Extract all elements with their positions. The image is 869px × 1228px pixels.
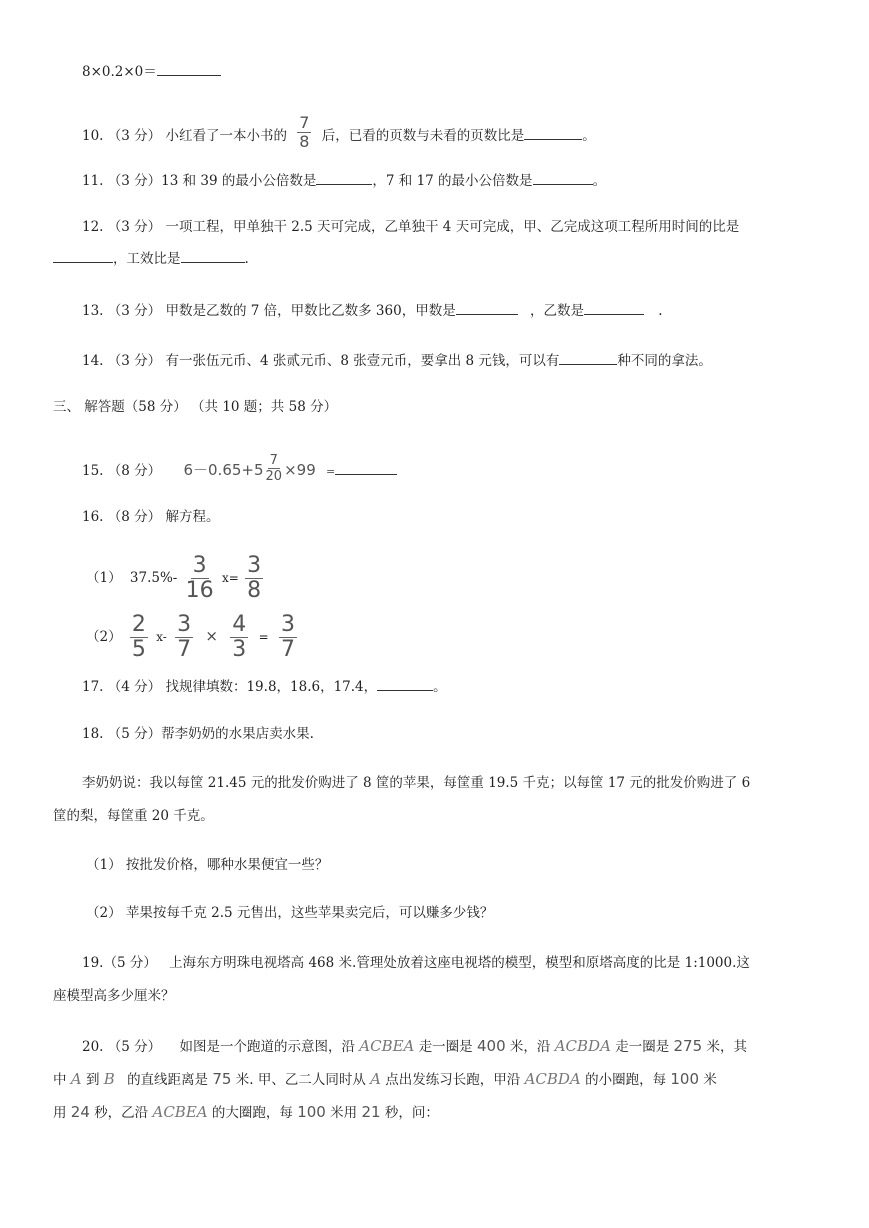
- question-text: 找规律填数：19.8，18.6，17.4，: [165, 679, 378, 695]
- question-number: 12.: [82, 219, 104, 235]
- question-text: 走一圈是: [615, 1039, 670, 1055]
- question-text: 用: [53, 1105, 67, 1121]
- question-number: 19.: [82, 955, 104, 971]
- question-number: 15.: [82, 463, 104, 479]
- question-text: 后，已看的页数与未看的页数比是: [321, 128, 525, 144]
- question-text: 小红看了一本小书的: [165, 128, 287, 144]
- punctuation: .: [658, 303, 663, 319]
- question-18-paragraph: [82, 773, 750, 793]
- math-expression: 6－0.65+5: [183, 461, 264, 479]
- question-score: （3 分）: [107, 219, 162, 235]
- question-12: [82, 217, 739, 237]
- question-text: 解方程。: [165, 509, 220, 525]
- fraction-3-7: $\frac{3}{7}$: [177, 612, 192, 662]
- question-19: [82, 953, 750, 973]
- question-text: 筐的梨，每筐重 20 千克。: [53, 808, 214, 824]
- question-score: （5 分）: [107, 1039, 162, 1055]
- question-text: 甲数是乙数的 7 倍，甲数比乙数多 360，甲数是: [165, 303, 456, 319]
- part-label: （2）: [86, 629, 122, 645]
- question-text: 上海东方明珠电视塔高 468 米.管理处放着这座电视塔的模型，模型和原塔高度的比是 1:1000.这: [169, 955, 750, 971]
- answer-blank[interactable]: [377, 676, 433, 691]
- fraction-7-8: $\frac{7}{8}$: [299, 113, 310, 151]
- math-number: 100: [297, 1103, 326, 1121]
- answer-blank[interactable]: [559, 350, 617, 365]
- question-text: 点出发练习长跑，甲沿: [385, 1072, 521, 1088]
- question-text: 米: [703, 1072, 717, 1088]
- question-text: 米，沿: [509, 1039, 551, 1055]
- part-label: （1）: [86, 570, 122, 586]
- q9-expression: 8×0.2×0＝: [82, 64, 157, 80]
- question-number: 16.: [82, 509, 104, 525]
- fraction-4-3: $\frac{4}{3}$: [232, 612, 247, 662]
- question-text: 种不同的拿法。: [617, 353, 712, 369]
- question-score: （8 分）: [107, 509, 162, 525]
- sub-question: （1） 按批发价格，哪种水果便宜一些？: [86, 857, 329, 873]
- question-text: 如图是一个跑道的示意图，沿: [179, 1039, 355, 1055]
- answer-blank[interactable]: [584, 300, 644, 315]
- math-symbol: A: [370, 1070, 381, 1088]
- question-score: （8 分）: [107, 463, 162, 479]
- question-text: ，7 和 17 的最小公倍数是: [372, 173, 533, 189]
- variable-x: x-: [156, 630, 167, 644]
- question-text: 秒，乙沿: [94, 1105, 149, 1121]
- question-18: [82, 724, 314, 744]
- q9-tail: [82, 61, 221, 82]
- punctuation: 。: [582, 128, 596, 144]
- question-text: 的大圈跑，每: [211, 1105, 293, 1121]
- answer-blank[interactable]: [157, 61, 221, 76]
- sub-question: （2） 苹果按每千克 2.5 元售出，这些苹果卖完后，可以赚多少钱？: [86, 905, 494, 921]
- punctuation: .: [244, 251, 249, 267]
- math-symbol: ACBEA: [152, 1103, 208, 1121]
- math-number: 400: [476, 1037, 506, 1055]
- question-20-line2: [53, 1069, 717, 1090]
- question-11: [82, 170, 606, 191]
- question-text: 到: [85, 1072, 100, 1088]
- question-score: （5 分）: [103, 955, 157, 971]
- question-text: 走一圈是: [418, 1039, 473, 1055]
- math-expression: ×99: [284, 461, 316, 479]
- question-score: （3 分）: [107, 128, 162, 144]
- question-text: 有一张伍元币、4 张贰元币、8 张壹元币，要拿出 8 元钱，可以有: [165, 353, 560, 369]
- math-number: 24: [70, 1103, 90, 1121]
- question-13: [82, 300, 663, 321]
- math-number: 275: [673, 1037, 703, 1055]
- question-score: （4 分）: [107, 679, 162, 695]
- question-number: 10.: [82, 128, 104, 144]
- question-text: 米. 甲、乙二人同时从: [235, 1072, 366, 1088]
- question-score: （3 分）: [107, 173, 162, 189]
- math-number: 75: [212, 1070, 232, 1088]
- question-20-line3: [53, 1102, 439, 1123]
- question-text: 李奶奶说：我以每筐 21.45 元的批发价购进了 8 筐的苹果，每筐重 19.5 千克；以每筐 17 元的批发价购进了 6: [82, 775, 751, 791]
- question-text: ，工效比是: [113, 251, 181, 267]
- question-16: [82, 507, 219, 527]
- section-heading: [53, 397, 337, 417]
- question-score: （5 分）: [107, 726, 162, 742]
- fraction-3-16: $\frac{3}{16}$: [185, 553, 214, 603]
- variable-x: x=: [221, 571, 239, 585]
- math-symbol: B: [103, 1070, 115, 1088]
- times-sign: ×: [205, 627, 218, 645]
- math-symbol: ACBDA: [554, 1037, 611, 1055]
- fraction-3-7b: $\frac{3}{7}$: [280, 612, 295, 662]
- answer-blank[interactable]: [524, 125, 582, 140]
- answer-blank[interactable]: [335, 460, 397, 475]
- question-16-part-2: [86, 612, 297, 661]
- math-expression: 37.5%-: [129, 570, 178, 586]
- question-text: 米，其: [706, 1039, 747, 1055]
- math-number: 100: [670, 1070, 700, 1088]
- question-number: 14.: [82, 353, 104, 369]
- question-19-line2: [53, 986, 175, 1006]
- fraction-2-5: $\frac{2}{5}$: [131, 612, 146, 662]
- question-score: （3 分）: [107, 353, 162, 369]
- question-18-sub-2: [86, 903, 493, 923]
- question-17: [82, 676, 447, 697]
- question-number: 17.: [82, 679, 104, 695]
- math-symbol: ACBDA: [524, 1070, 581, 1088]
- question-text: 座模型高多少厘米？: [53, 988, 175, 1004]
- answer-blank[interactable]: [456, 300, 518, 315]
- question-10: [82, 113, 596, 154]
- question-16-part-1: [86, 554, 263, 602]
- question-number: 20.: [82, 1039, 104, 1055]
- answer-blank[interactable]: [533, 170, 593, 185]
- question-text: 13 和 39 的最小公倍数是: [161, 173, 317, 189]
- answer-blank[interactable]: [53, 248, 113, 263]
- fraction-3-8: $\frac{3}{8}$: [247, 553, 262, 603]
- question-text: ，乙数是: [530, 303, 584, 319]
- question-text: 中: [53, 1072, 67, 1088]
- answer-blank[interactable]: [316, 170, 372, 185]
- section-title: 三、 解答题（58 分） （共 10 题；共 58 分）: [53, 399, 338, 415]
- math-symbol: A: [70, 1070, 82, 1088]
- question-20: [82, 1036, 747, 1057]
- question-text: 一项工程，甲单独干 2.5 天可完成，乙单独干 4 天可完成，甲、乙完成这项工程所用时间的比是: [165, 219, 740, 235]
- question-number: 13.: [82, 303, 104, 319]
- question-18-sub-1: [86, 855, 328, 875]
- question-15: [82, 453, 397, 486]
- equals-sign: =: [326, 465, 336, 478]
- answer-blank[interactable]: [181, 248, 245, 263]
- equals-sign: =: [258, 630, 269, 644]
- question-12-line2: [53, 248, 249, 269]
- question-number: 18.: [82, 726, 104, 742]
- question-number: 11.: [82, 173, 104, 189]
- question-text: 的直线距离是: [127, 1072, 209, 1088]
- punctuation: 。: [433, 679, 447, 695]
- question-14: [82, 350, 712, 371]
- fraction-7-20: $\frac{7}{20}$: [265, 453, 283, 484]
- question-text: 米用: [330, 1105, 358, 1121]
- punctuation: 。: [592, 173, 607, 189]
- question-text: 秒，问：: [384, 1105, 439, 1121]
- question-score: （3 分）: [107, 303, 162, 319]
- math-number: 21: [361, 1103, 381, 1121]
- question-text: 帮李奶奶的水果店卖水果.: [161, 726, 314, 742]
- question-18-paragraph-2: [53, 806, 214, 826]
- math-symbol: ACBEA: [359, 1037, 415, 1055]
- question-text: 的小圈跑，每: [585, 1072, 667, 1088]
